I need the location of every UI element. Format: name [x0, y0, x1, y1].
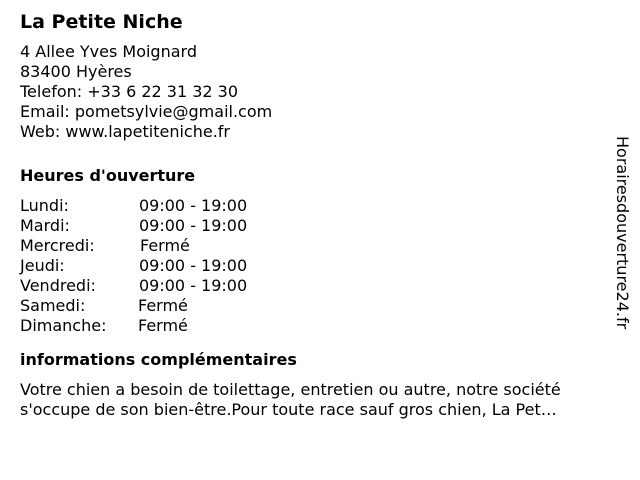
- address-city: 83400 Hyères: [20, 62, 132, 81]
- hours-row-saturday: [20, 296, 610, 316]
- day-hours: 09:00 - 19:00: [139, 256, 248, 275]
- site-watermark: [610, 136, 634, 346]
- day-label: Mardi:: [20, 216, 70, 235]
- hours-row-sunday: [20, 316, 610, 336]
- day-label: Mercredi:: [20, 236, 95, 255]
- opening-hours-heading: Heures d'ouverture: [20, 166, 196, 185]
- business-name: La Petite Niche: [20, 11, 183, 33]
- day-hours: Fermé: [138, 296, 188, 315]
- watermark-text: Horairesdouverture24.fr: [613, 136, 632, 330]
- email-line: Email: pometsylvie@gmail.com: [20, 102, 273, 121]
- address-street: 4 Allee Yves Moignard: [20, 42, 197, 61]
- additional-info-heading: informations complémentaires: [20, 350, 297, 369]
- business-card: [20, 10, 610, 420]
- hours-row-wednesday: [20, 236, 610, 256]
- day-label: Dimanche:: [20, 316, 107, 335]
- day-label: Lundi:: [20, 196, 69, 215]
- day-label: Vendredi:: [20, 276, 96, 295]
- day-label: Samedi:: [20, 296, 86, 315]
- day-hours: 09:00 - 19:00: [139, 276, 248, 295]
- hours-row-friday: [20, 276, 610, 296]
- hours-row-thursday: [20, 256, 610, 276]
- day-hours: 09:00 - 19:00: [139, 216, 248, 235]
- day-hours: Fermé: [138, 316, 188, 335]
- hours-row-tuesday: [20, 216, 610, 236]
- hours-row-monday: [20, 196, 610, 216]
- description-line-2: s'occupe de son bien-être.Pour toute race sauf gros chien, La Pet…: [20, 400, 557, 419]
- opening-hours-table: [20, 196, 610, 336]
- phone-line: Telefon: +33 6 22 31 32 30: [20, 82, 239, 101]
- day-label: Jeudi:: [20, 256, 65, 275]
- day-hours: Fermé: [140, 236, 190, 255]
- description-line-1: Votre chien a besoin de toilettage, entretien ou autre, notre société: [20, 380, 561, 399]
- web-line: Web: www.lapetiteniche.fr: [20, 122, 230, 141]
- day-hours: 09:00 - 19:00: [139, 196, 248, 215]
